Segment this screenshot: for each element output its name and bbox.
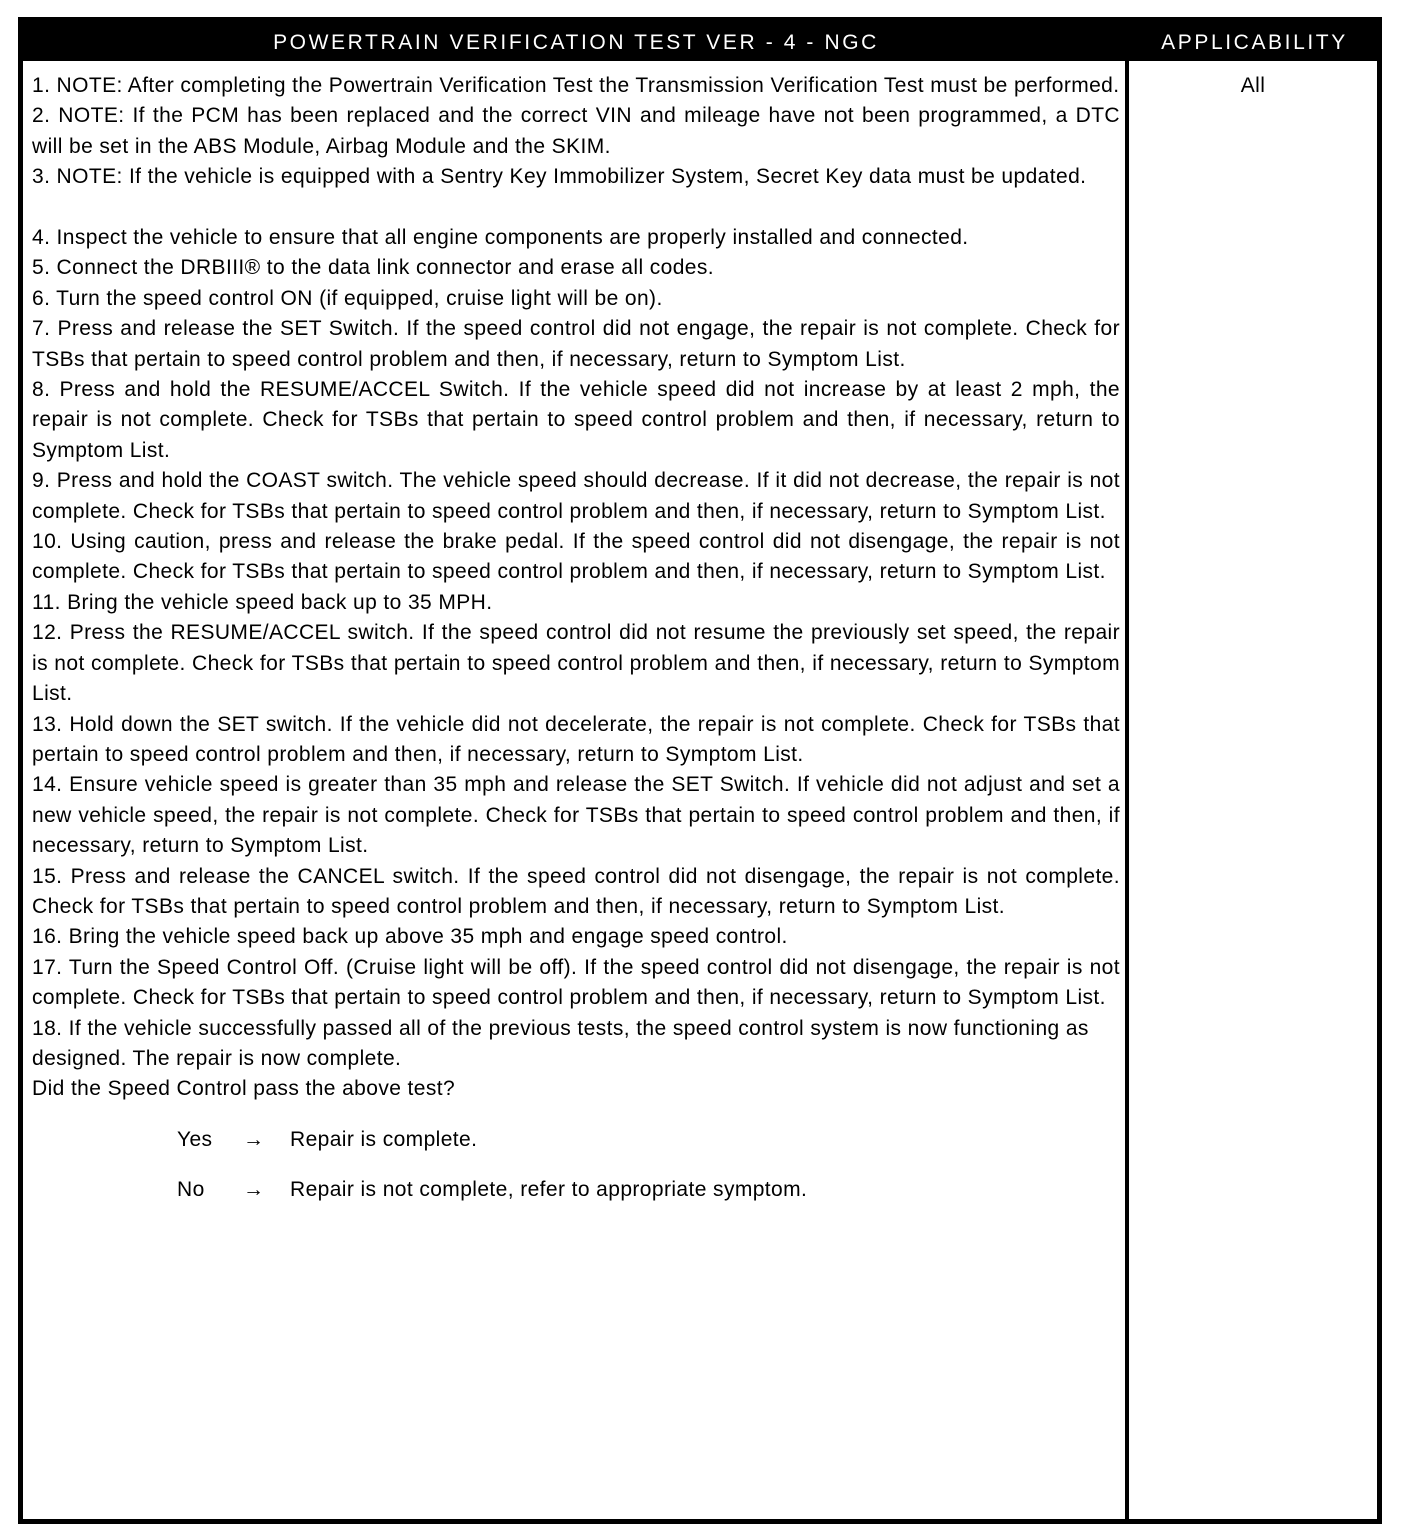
answer-list [32,1125,1120,1225]
answer-no [32,1175,1120,1225]
step-16: 16. Bring the vehicle speed back up above 35 mph and engage speed control. [32,925,788,949]
step-15: 15. Press and release the CANCEL switch. If the speed control did not disengage, the repair is not complete. Check for TSBs that pertain to speed control problem and then, if necessary, return to Symptom List. [32,864,1120,918]
table-title: POWERTRAIN VERIFICATION TEST VER - 4 - NGC [273,31,879,54]
step-9: 9. Press and hold the COAST switch. The vehicle speed should decrease. If it did not decrease, the repair is not complete. Check for TSBs that pertain to speed control problem and then, if necessary, return to Symptom List. [32,469,1120,523]
step-6: 6. Turn the speed control ON (if equipped, cruise light will be on). [32,286,663,310]
right-arrow-icon: → [243,1127,265,1151]
test-question: Did the Speed Control pass the above test? [32,1077,456,1101]
right-arrow-icon: → [243,1177,265,1201]
applicability-value: All [1240,74,1266,97]
answer-option: Yes [177,1127,213,1151]
table-header [23,22,1377,61]
step-8: 8. Press and hold the RESUME/ACCEL Switch. If the vehicle speed did not increase by at least 2 mph, the repair is not complete. Check for TSBs that pertain to speed control problem and then, if necessary, return to Symptom List. [32,378,1120,462]
step-13: 13. Hold down the SET switch. If the vehicle did not decelerate, the repair is not complete. Check for TSBs that pertain to speed control problem and then, if necessary, return to Symptom List. [32,712,1120,766]
procedure-content [32,71,1120,1225]
step-14: 14. Ensure vehicle speed is greater than 35 mph and release the SET Switch. If vehicle did not adjust and set a new vehicle speed, the repair is not complete. Check for TSBs that pertain to speed control problem and then, if necessary, return to Symptom List. [32,773,1120,858]
step-12: 12. Press the RESUME/ACCEL switch. If the speed control did not resume the previously set speed, the repair is not complete. Check for TSBs that pertain to speed control problem and then, if necessary, return to Symptom List. [32,621,1120,706]
step-4: 4. Inspect the vehicle to ensure that all engine components are properly installed and connected. [32,226,969,250]
answer-yes [32,1125,1120,1175]
answer-result: Repair is not complete, refer to appropriate symptom. [290,1177,808,1201]
step-7: 7. Press and release the SET Switch. If the speed control did not engage, the repair is not complete. Check for TSBs that pertain to speed control problem and then, if necessary, return to Symptom List. [32,317,1120,371]
step-10: 10. Using caution, press and release the brake pedal. If the speed control did not disengage, the repair is not complete. Check for TSBs that pertain to speed control problem and then, if necessary, return to Symptom List. [32,530,1120,584]
answer-result: Repair is complete. [290,1127,478,1151]
applicability-header: APPLICABILITY [1161,31,1348,54]
step-2: 2. NOTE: If the PCM has been replaced and the correct VIN and mileage have not been programmed, a DTC will be set in the ABS Module, Airbag Module and the SKIM. [32,104,1120,158]
step-18: 18. If the vehicle successfully passed all of the previous tests, the speed control system is now functioning as designed. The repair is now complete. [32,1016,1089,1070]
answer-option: No [177,1177,205,1201]
step-1: 1. NOTE: After completing the Powertrain Verification Test the Transmission Verification Test must be performed. [32,74,1120,97]
column-divider [1125,61,1129,1519]
step-17: 17. Turn the Speed Control Off. (Cruise light will be off). If the speed control did not disengage, the repair is not complete. Check for TSBs that pertain to speed control problem and then, if necessary, return to Symptom List. [32,955,1120,1010]
step-3: 3. NOTE: If the vehicle is equipped with a Sentry Key Immobilizer System, Secret Key data must be updated. [32,165,1087,189]
procedure-table [18,17,1382,1524]
step-11: 11. Bring the vehicle speed back up to 35 MPH. [32,590,493,614]
step-5: 5. Connect the DRBIII® to the data link connector and erase all codes. [32,256,715,280]
